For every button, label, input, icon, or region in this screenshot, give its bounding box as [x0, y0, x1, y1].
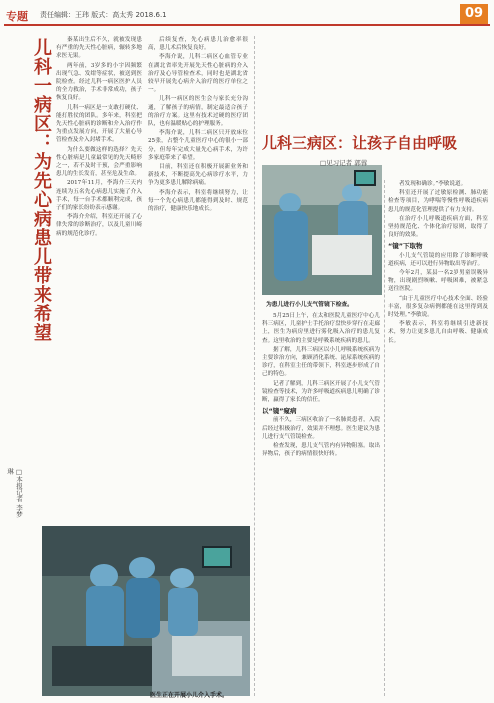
page-number: 09	[460, 4, 488, 24]
bronchoscopy-photo-graphic	[262, 165, 382, 295]
paragraph: 儿科一病区的医生会与家长充分沟通，了解孩子的病情，制定最适合孩子的治疗方案。这里有技术过硬的医疗团队，也有温暖贴心的护理服务。	[148, 96, 248, 128]
paragraph: 今年2月，某县一名2岁男童误吸异物，出现剧烈咳嗽、呼吸困难，被紧急送往医院。	[388, 270, 488, 293]
paragraph: 小儿支气管镜的应用除了诊断呼吸道疾病，还可以进行异物取出等治疗。	[388, 252, 488, 267]
article2-column-divider	[384, 180, 385, 696]
article-divider	[254, 36, 255, 696]
paragraph: 李敏表示，科室将继续引进新技术，努力让更多患儿自由呼吸、健康成长。	[388, 321, 488, 344]
paragraph: 者发现和确诊。”李敏说道。	[399, 181, 467, 187]
paragraph: 李海介表示，科室将继续努力，让每一个先心病患儿都能得到及时、规范的治疗，健康快乐地成长。	[148, 189, 248, 213]
paragraph: 科室还开展了过敏原检测、肺功能检查等项目，为哮喘等慢性呼吸道疾病患儿的规范化管理提供了有力支持。	[388, 190, 488, 213]
article2-title: 儿科三病区：让孩子自由呼吸	[262, 134, 458, 152]
article1-byline: □本报记者 李梦琳	[6, 468, 23, 518]
page-header	[0, 0, 494, 30]
article1-column-2	[148, 36, 248, 520]
paragraph: 李海介介绍，科室还开展了心律失常的诊断治疗，以及儿童川崎病的规范化诊疗。	[56, 214, 142, 237]
article2-byline: □见习记者 郭蓉	[320, 159, 368, 167]
paragraph: 记者了解到，儿科三病区开展了小儿支气管镜检查等技术，为许多呼吸道疾病患儿明确了诊断，赢得了家长的信任。	[262, 380, 380, 404]
paragraph: “由于儿童医疗中心技术全面、经验丰富，很多复杂病例都能在这里得到及时处理。”李敏说。	[388, 295, 488, 319]
paragraph: 李海介说，儿科二病区心血管专业在湖北省率先开展先天性心脏病的介入治疗及心导管检查术，同时也是湖北省较早开展先心病介入治疗的医疗单位之一。	[148, 54, 248, 94]
article2-subhead-2: “镜”下取物	[388, 242, 423, 251]
paragraph: 为什么要做这样的选择？先天性心脏病是儿童最常见的先天畸形之一，若不及时干预，会严重影响患儿的生长发育，甚至危及生命。	[56, 146, 142, 178]
paragraph: 李海介说，儿科二病区只开放床位25张，占整个儿童医疗中心的很小一部分，但每年完成大量先心病手术，为许多家庭带来了希望。	[148, 130, 248, 161]
section-tag: 专题	[6, 10, 28, 23]
article1-title: 儿科一病区：为先心病患儿带来希望	[31, 38, 52, 342]
article1-column-1	[56, 36, 142, 520]
paragraph: 据了解，儿科三病区以小儿呼吸系统疾病为主要诊治方向，兼顾消化系统、泌尿系统疾病的诊疗，在科室主任的带领下，科室逐步形成了自己的特色。	[262, 346, 380, 378]
paragraph: 在治疗小儿呼吸道疾病方面，科室坚持规范化、个体化治疗原则，取得了良好的效果。	[388, 215, 488, 239]
bronchoscopy-photo	[262, 165, 382, 295]
header-meta: 责任编辑：王玮 版式：高太秀 2018.6.1	[40, 11, 167, 19]
article1-title-block	[8, 38, 54, 518]
paragraph: 前不久，三病区收治了一名肺炎患者，入院后经过积极治疗，效果并不理想。医生建议为患儿进行支气管镜检查。	[262, 417, 380, 440]
paragraph: 后续复查，先心病患儿治愈率很高，患儿术后恢复良好。	[148, 37, 248, 52]
surgery-photo-graphic	[42, 526, 250, 696]
article2-subhead-1: 以“镜”窥病	[262, 407, 297, 416]
paragraph: 秦某出生后不久，就被发现患有严重的先天性心脏病，辗转多地求医无果。	[56, 37, 142, 60]
paragraph: 目前，科室还在积极开展新业务和新技术，不断提高先心病诊疗水平，力争为更多患儿解除病痛。	[148, 164, 248, 187]
bronchoscopy-photo-caption: 为患儿进行小儿支气管镜下检查。	[266, 302, 353, 308]
paragraph: 检查发现，患儿支气管内有异物阻塞。取出异物后，孩子的病情很快好转。	[262, 443, 380, 458]
paragraph: 两年前，3岁多的小宇因频繁出现气急、发绀等症状，被送到医院检查。经过儿科一病区医护人员的全力救治，手术非常成功，孩子恢复良好。	[56, 62, 142, 102]
surgery-photo	[42, 526, 250, 696]
paragraph: 儿科一病区是一支敢打硬仗、能打胜仗的团队。多年来，科室把先天性心脏病的诊断和介入治疗作为重点发展方向，开展了大量心导管检查及介入封堵手术。	[56, 104, 142, 144]
surgery-photo-caption: 医生正在开展小儿介入手术。	[150, 692, 229, 699]
header-rule	[4, 24, 490, 26]
paragraph: 5月25日上午，在太和医院儿童医疗中心儿科三病区，儿童护士手托治疗盘快步穿行在走廊上，医生为病房里进行雾化吸入治疗的患儿复查。这里收治的主要是呼吸系统疾病的患儿。	[262, 313, 380, 344]
article2-column-2	[388, 180, 488, 696]
article2-column-1	[262, 312, 380, 696]
paragraph: 2017年11月，李海介三天内连续为五名先心病患儿实施了介入手术，每一台手术都顺利完成，孩子们的家长纷纷表示感谢。	[56, 180, 142, 212]
